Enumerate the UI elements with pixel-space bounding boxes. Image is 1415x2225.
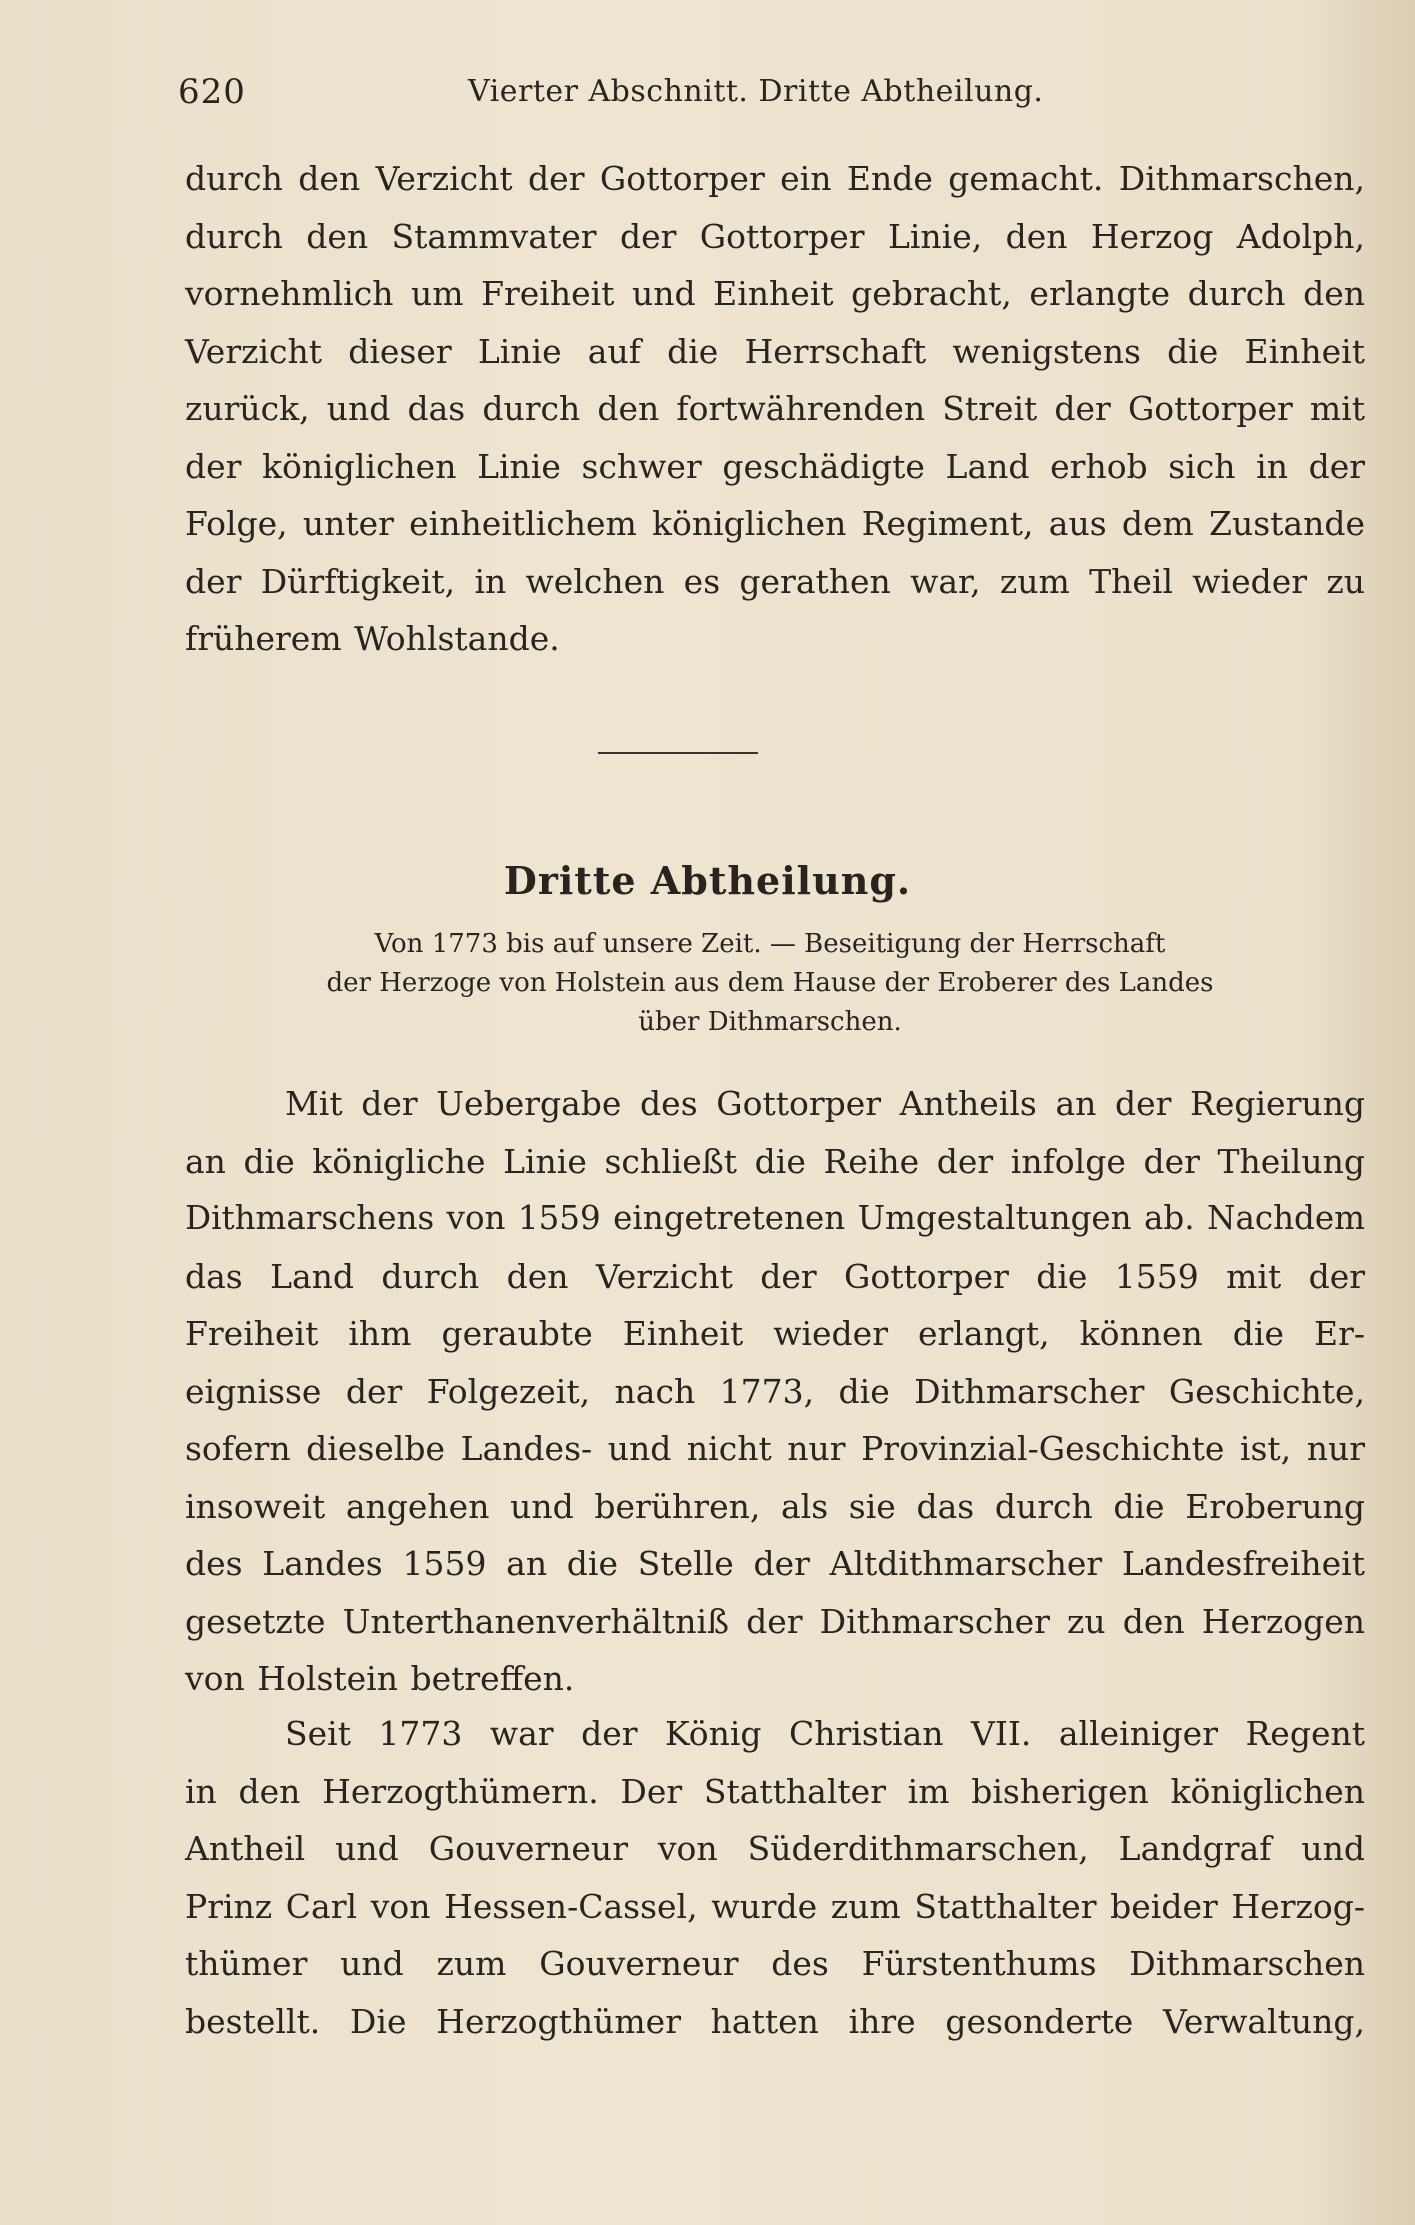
text-line: Mit der Uebergabe des Gottorper Antheils an der Regierung bbox=[285, 1084, 1365, 1123]
text-line: Verzicht dieser Linie auf die Herrschaft wenigstens die Einheit bbox=[185, 331, 1365, 371]
page-number: 620 bbox=[178, 72, 246, 112]
text-line: vornehmlich um Freiheit und Einheit gebracht, erlangte durch den bbox=[185, 274, 1365, 313]
text-line: Prinz Carl von Hessen-Cassel, wurde zum Statthalter beider Herzog- bbox=[185, 1886, 1365, 1926]
text-line: insoweit angehen und berühren, als sie das durch die Eroberung bbox=[185, 1486, 1365, 1526]
text-line: in den Herzogthümern. Der Statthalter im bisherigen königlichen bbox=[185, 1771, 1365, 1811]
summary-line: der Herzoge von Holstein aus dem Hause der Eroberer des Landes bbox=[326, 968, 1214, 998]
text-line: Seit 1773 war der König Christian VII. alleiniger Regent bbox=[285, 1714, 1365, 1753]
section-summary bbox=[240, 925, 1300, 1042]
text-line: Folge, unter einheitlichem königlichen Regiment, aus dem Zustande bbox=[185, 504, 1365, 543]
section-title: Dritte Abtheilung. bbox=[503, 858, 912, 903]
paragraph-3 bbox=[185, 1705, 1365, 2050]
text-line: sofern dieselbe Landes- und nicht nur Provinzial-Geschichte ist, nur bbox=[185, 1429, 1365, 1468]
text-line: gesetzte Unterthanenverhältniß der Dithmarscher zu den Herzogen bbox=[185, 1601, 1365, 1641]
paragraph-1 bbox=[185, 150, 1365, 668]
text-line: Dithmarschens von 1559 eingetretenen Umgestaltungen ab. Nachdem bbox=[185, 1199, 1365, 1237]
text-line: der königlichen Linie schwer geschädigte Land erhob sich in der bbox=[185, 446, 1365, 486]
summary-line: Von 1773 bis auf unsere Zeit. — Beseitigung der Herrschaft bbox=[374, 929, 1166, 959]
text-line: durch den Stammvater der Gottorper Linie, den Herzog Adolph, bbox=[185, 216, 1365, 256]
text-line: des Landes 1559 an die Stelle der Altdithmarscher Landesfreiheit bbox=[185, 1544, 1365, 1583]
text-line: eignisse der Folgezeit, nach 1773, die Dithmarscher Geschichte, bbox=[185, 1371, 1365, 1411]
paragraph-2 bbox=[185, 1075, 1365, 1708]
section-divider bbox=[598, 752, 758, 754]
text-line: Antheil und Gouverneur von Süderdithmarschen, Landgraf und bbox=[185, 1829, 1365, 1868]
text-line: bestellt. Die Herzogthümer hatten ihre gesonderte Verwaltung, bbox=[185, 2001, 1365, 2041]
text-line: zurück, und das durch den fortwährenden Streit der Gottorper mit bbox=[185, 389, 1365, 428]
summary-line: über Dithmarschen. bbox=[638, 1007, 902, 1037]
text-line: von Holstein betreffen. bbox=[185, 1659, 575, 1698]
text-line: thümer und zum Gouverneur des Fürstenthums Dithmarschen bbox=[185, 1944, 1365, 1983]
text-line: durch den Verzicht der Gottorper ein Ende gemacht. Dithmarschen, bbox=[185, 159, 1365, 198]
text-line: Freiheit ihm geraubte Einheit wieder erlangt, können die Er- bbox=[185, 1314, 1365, 1353]
running-head: Vierter Abschnitt. Dritte Abtheilung. bbox=[468, 74, 1044, 109]
text-line: früherem Wohlstande. bbox=[185, 619, 560, 658]
text-line: an die königliche Linie schließt die Reihe der infolge der Theilung bbox=[185, 1141, 1365, 1181]
page-header bbox=[178, 72, 1355, 112]
text-line: das Land durch den Verzicht der Gottorper die 1559 mit der bbox=[185, 1256, 1365, 1296]
text-line: der Dürftigkeit, in welchen es gerathen war, zum Theil wieder zu bbox=[185, 561, 1365, 601]
